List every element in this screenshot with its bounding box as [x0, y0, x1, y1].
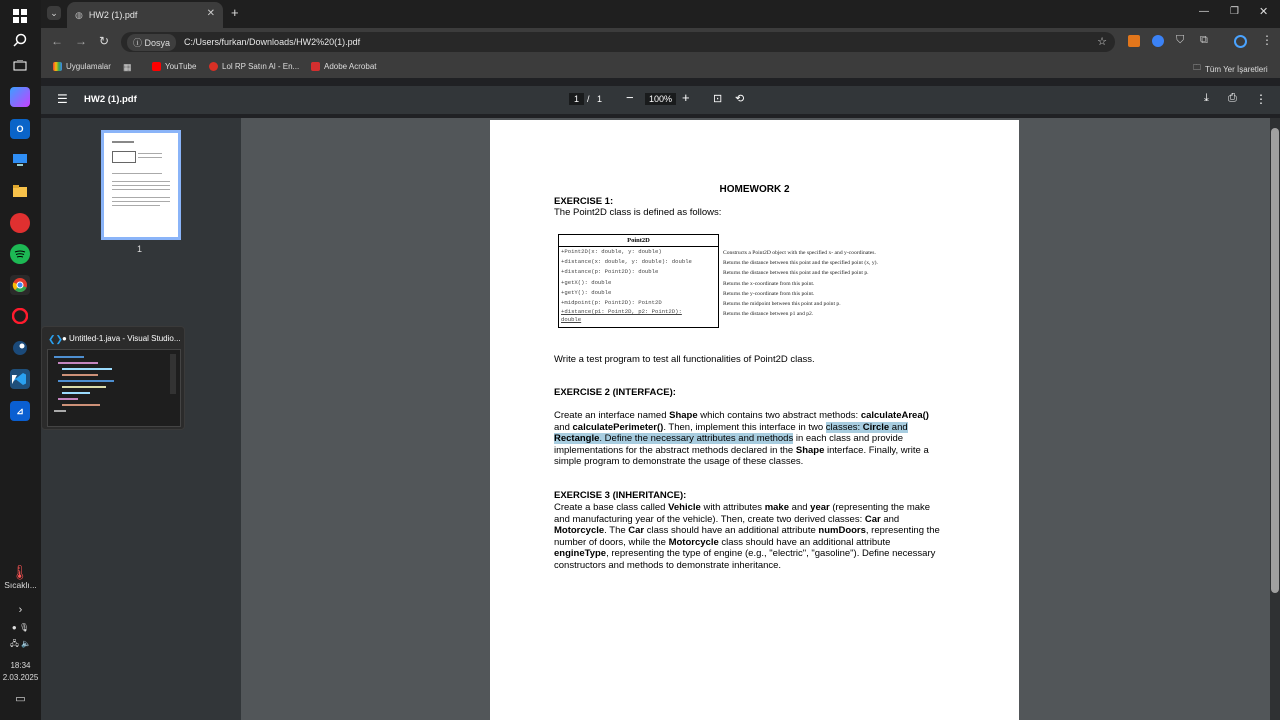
- menu-icon[interactable]: ☰: [57, 92, 68, 106]
- all-bookmarks[interactable]: [1193, 62, 1268, 76]
- address-text: C:/Users/furkan/Downloads/HW2%20(1).pdf: [184, 37, 361, 47]
- browser-menu-icon[interactable]: ⋮: [1261, 33, 1273, 47]
- taskbar: [0, 0, 41, 720]
- uml-description: Returns the x-coordinate from this point.: [723, 280, 815, 287]
- uml-method: +distance(p: Point2D): double: [561, 268, 659, 276]
- thermometer-icon[interactable]: 🌡: [11, 563, 29, 580]
- zoom-input[interactable]: 100%: [645, 93, 676, 105]
- steam-icon[interactable]: [10, 338, 30, 358]
- ex3-heading: EXERCISE 3 (INHERITANCE):: [554, 490, 687, 501]
- print-icon[interactable]: ⎙: [1228, 92, 1237, 104]
- pdf-viewer: [241, 118, 1280, 720]
- page-thumbnail[interactable]: [101, 130, 181, 240]
- chrome-icon[interactable]: [10, 275, 30, 295]
- tab-pdf[interactable]: [67, 2, 223, 28]
- extensions-icon[interactable]: ⧉: [1200, 34, 1208, 46]
- thumbnail-page-label: 1: [137, 244, 143, 254]
- browser-window: [41, 0, 1280, 720]
- browser-toolbar: [41, 28, 1280, 56]
- vscode-icon: ❮❯: [48, 334, 64, 344]
- new-tab-button[interactable]: +: [231, 5, 239, 20]
- lol-icon: [209, 62, 218, 71]
- uml-method: +getY(): double: [561, 288, 612, 296]
- windows-icon[interactable]: [10, 6, 30, 26]
- chevron-right-icon[interactable]: ›: [18, 604, 23, 616]
- uml-method: +midpoint(p: Point2D): Point2D: [561, 298, 662, 306]
- uml-class-name: Point2D: [559, 235, 718, 247]
- zoom-out-icon[interactable]: −: [626, 90, 634, 105]
- rotate-icon[interactable]: ⟲: [735, 93, 745, 105]
- fit-page-icon[interactable]: ⊡: [713, 93, 723, 105]
- address-bar[interactable]: [121, 32, 1115, 52]
- bookmark-label: YouTube: [165, 62, 197, 71]
- uml-method: double: [561, 316, 582, 324]
- zoom-in-icon[interactable]: +: [682, 90, 690, 105]
- shield-extension-icon[interactable]: ⛉: [1176, 34, 1185, 46]
- opera-icon[interactable]: [10, 306, 30, 326]
- uml-description: Returns the distance between this point and the specified point p.: [723, 270, 869, 277]
- outlook-icon[interactable]: O: [10, 119, 30, 139]
- pdf-toolbar: [41, 86, 1280, 114]
- adobe-icon: [311, 62, 320, 71]
- ex1-heading: EXERCISE 1:: [554, 196, 614, 207]
- network-volume-icon[interactable]: 🖧 🔈: [9, 639, 32, 648]
- page-separator: /: [587, 94, 590, 104]
- uml-method: +Point2D(x: double, y: double): [561, 248, 662, 255]
- bookmark-label: Adobe Acrobat: [324, 62, 377, 71]
- restore-button[interactable]: ❐: [1230, 6, 1239, 17]
- clock-date[interactable]: 2.03.2025: [2, 673, 39, 682]
- pdf-page: [490, 120, 1019, 720]
- back-icon[interactable]: ←: [51, 34, 63, 48]
- pdf-file-title: HW2 (1).pdf: [84, 94, 137, 105]
- minimize-button[interactable]: —: [1199, 6, 1209, 17]
- scrollbar[interactable]: [1270, 118, 1280, 720]
- close-window-button[interactable]: ✕: [1259, 6, 1269, 18]
- bookmark-label: Uygulamalar: [66, 62, 111, 71]
- uml-method: +distance(p1: Point2D, p2: Point2D):: [561, 308, 682, 316]
- vpn-extension-icon[interactable]: [1152, 35, 1164, 47]
- download-icon[interactable]: ⤓: [1204, 92, 1209, 104]
- reload-icon[interactable]: ↻: [99, 34, 110, 48]
- close-tab-icon[interactable]: ✕: [206, 8, 215, 19]
- all-bookmarks-label: Tüm Yer İşaretleri: [1205, 64, 1268, 74]
- site-info-label: Dosya: [144, 37, 171, 48]
- globe-icon: ◍: [75, 9, 83, 20]
- folder-icon: 🗀: [1193, 63, 1201, 72]
- weather-label[interactable]: Sıcaklı...: [4, 580, 37, 590]
- spotify-icon[interactable]: [10, 244, 30, 264]
- tab-strip: [41, 0, 1280, 28]
- uml-class-box: [558, 234, 719, 328]
- grid-icon[interactable]: ▦: [123, 62, 132, 72]
- game-app-icon[interactable]: [10, 213, 30, 233]
- site-info-chip[interactable]: ⓘ Dosya: [127, 34, 176, 51]
- mic-icon[interactable]: ● 🎙: [11, 623, 30, 632]
- clock-time[interactable]: 18:34: [10, 661, 31, 670]
- forward-icon[interactable]: →: [75, 34, 87, 48]
- ex1-intro: The Point2D class is defined as follows:: [554, 207, 722, 218]
- metamask-extension-icon[interactable]: [1128, 35, 1140, 47]
- preview-title: ● Untitled-1.java - Visual Studio...: [62, 334, 181, 343]
- apps-grid-icon: [53, 62, 62, 71]
- bookmark-label: Lol RP Satın Al - En...: [222, 62, 300, 71]
- uml-description: Returns the distance between this point and the specified point (x, y).: [723, 260, 878, 267]
- bookmark-adobe[interactable]: [311, 62, 376, 71]
- uml-description: Returns the distance between p1 and p2.: [723, 311, 814, 318]
- uml-method: +distance(x: double, y: double): double: [561, 258, 692, 266]
- ex3-paragraph: Create a base class called Vehicle with attributes make and year (representing the make and manufacturing year of the vehicle). Then, create two derived classes: Car and Motorcycle. The Car class should have an additional attribute numDoors, representing the number of doors, while the Motorcycle class should have an additional attribute engineType, representing the type of engine (e.g., "electric", "gasoline"). Define necessary constructors and methods to demonstrate inheritance.: [554, 502, 940, 571]
- task-view-icon[interactable]: [10, 56, 30, 76]
- preview-thumbnail[interactable]: [47, 349, 181, 427]
- doc-title: HOMEWORK 2: [719, 184, 790, 195]
- bookmark-lol-rp[interactable]: [209, 62, 299, 71]
- bookmark-youtube[interactable]: [152, 62, 196, 71]
- ex2-heading: EXERCISE 2 (INTERFACE):: [554, 387, 676, 398]
- notification-icon[interactable]: ▭: [15, 693, 26, 705]
- vscode-window-preview[interactable]: [41, 326, 185, 430]
- uml-description: Returns the y-coordinate from this point.: [723, 290, 815, 297]
- bookmark-star-icon[interactable]: ☆: [1097, 36, 1107, 48]
- uml-descriptions: [723, 248, 943, 319]
- amd-icon[interactable]: ⊿: [10, 401, 30, 421]
- bookmark-apps[interactable]: [53, 62, 111, 71]
- uml-description: Constructs a Point2D object with the specified x- and y-coordinates.: [723, 250, 876, 256]
- page-total: 1: [597, 94, 603, 104]
- youtube-icon: [152, 62, 161, 71]
- ex2-paragraph: Create an interface named Shape which contains two abstract methods: calculateArea() and calculatePerimeter(). Then, implement this interface in two classes: Circle and Rectangle. Define the necessary attributes and methods in each class and provide implementations for the abstract methods declared in the Shape interface. Finally, write a simple program to demonstrate the usage of these classes.: [554, 410, 929, 468]
- uml-method: +getX(): double: [561, 278, 612, 286]
- remote-desktop-icon[interactable]: [10, 150, 30, 170]
- search-icon[interactable]: [10, 30, 30, 50]
- bookmarks-bar: [41, 56, 1280, 78]
- scrollbar-thumb[interactable]: [1271, 128, 1279, 593]
- mouse-cursor: [12, 375, 17, 384]
- profile-avatar[interactable]: [1234, 35, 1247, 48]
- ex1-task: Write a test program to test all functionalities of Point2D class.: [554, 354, 815, 365]
- tab-title: HW2 (1).pdf: [88, 10, 138, 20]
- file-explorer-icon[interactable]: [10, 181, 30, 201]
- uml-description: Returns the midpoint between this point and point p.: [723, 300, 841, 307]
- copilot-icon[interactable]: [10, 87, 30, 107]
- tab-search-button[interactable]: ⌄: [47, 6, 61, 20]
- page-number-input[interactable]: 1: [569, 93, 584, 105]
- pdf-more-icon[interactable]: ⋮: [1255, 92, 1267, 106]
